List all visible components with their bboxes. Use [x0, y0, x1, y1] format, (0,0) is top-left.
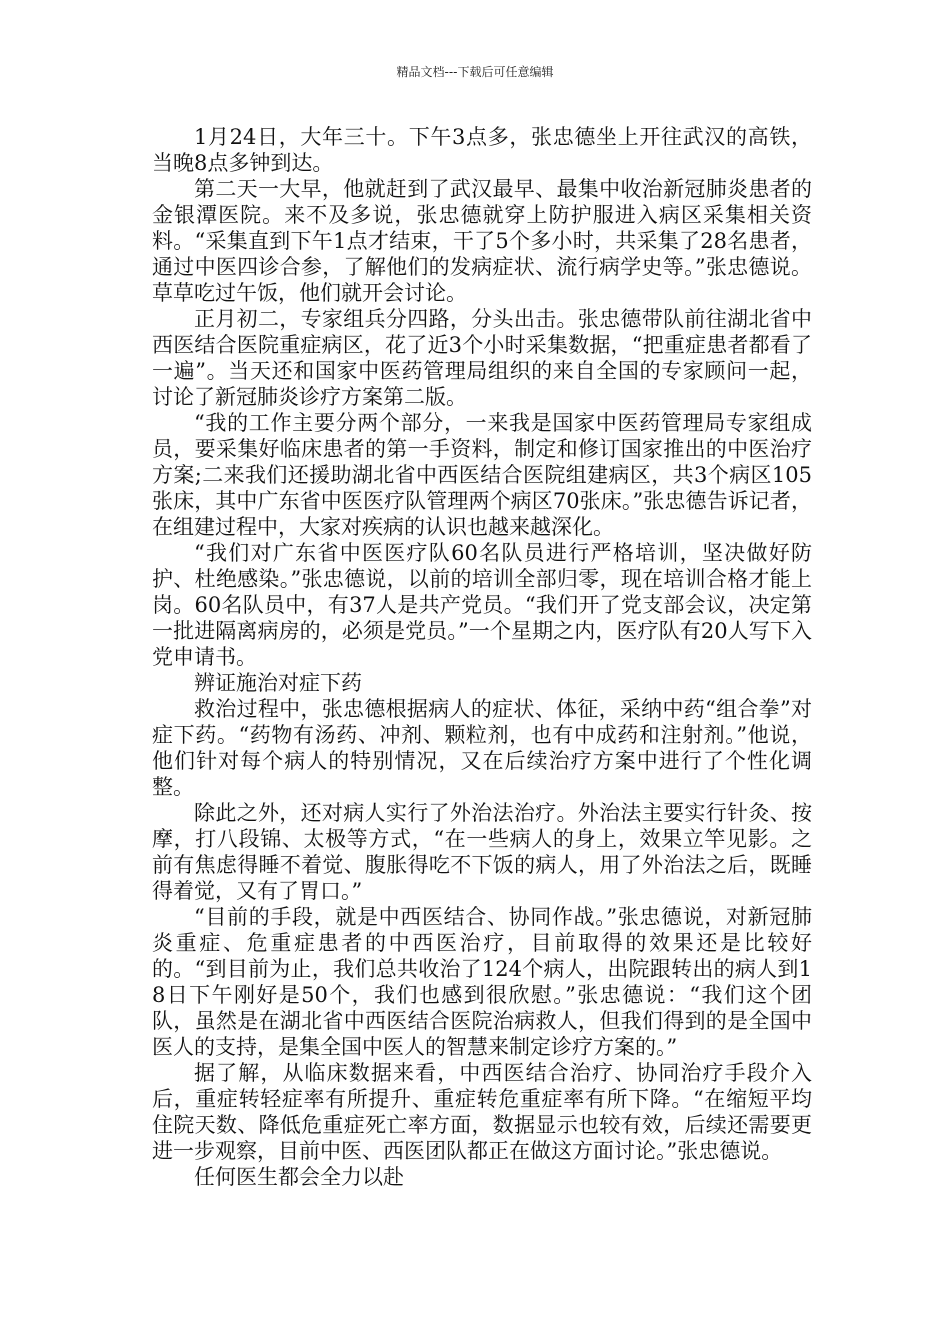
- paragraph: 救治过程中，张忠德根据病人的症状、体征，采纳中药“组合拳”对症下药。“药物有汤药、冲剂、颗粒剂，也有中成药和注射剂。”他说，他们针对每个病人的特别情况，又在后续治疗方案中进行了个性化调整。: [152, 697, 812, 799]
- paragraph: “我们对广东省中医医疗队60名队员进行严格培训，坚决做好防护、杜绝感染。”张忠德说，以前的培训全部归零，现在培训合格才能上岗。60名队员中，有37人是共产党员。“我们开了党支部会议，决定第一批进隔离病房的，必须是党员。”一个星期之内，医疗队有20人写下入党申请书。: [152, 541, 812, 669]
- paragraph: 除此之外，还对病人实行了外治法治疗。外治法主要实行针灸、按摩，打八段锦、太极等方式，“在一些病人的身上，效果立竿见影。之前有焦虑得睡不着觉、腹胀得吃不下饭的病人，用了外治法之后，既睡得着觉，又有了胃口。”: [152, 801, 812, 903]
- paragraph: “我的工作主要分两个部分，一来我是国家中医药管理局专家组成员，要采集好临床患者的第一手资料，制定和修订国家推出的中医治疗方案;二来我们还援助湖北省中西医结合医院组建病区，共3个病区105张床，其中广东省中医医疗队管理两个病区70张床。”张忠德告诉记者，在组建过程中，大家对疾病的认识也越来越深化。: [152, 411, 812, 539]
- page-header: 精品文档---下载后可任意编辑: [396, 65, 554, 79]
- paragraph: 1月24日，大年三十。下午3点多，张忠德坐上开往武汉的高铁，当晚8点多钟到达。: [152, 125, 812, 175]
- section-subheading: 辨证施治对症下药: [194, 671, 362, 695]
- paragraph: 正月初二，专家组兵分四路，分头出击。张忠德带队前往湖北省中西医结合医院重症病区，花了近3个小时采集数据，“把重症患者都看了一遍”。当天还和国家中医药管理局组织的来自全国的专家顾问一起，讨论了新冠肺炎诊疗方案第二版。: [152, 307, 812, 409]
- paragraph: 据了解，从临床数据来看，中西医结合治疗、协同治疗手段介入后，重症转轻症率有所提升、重症转危重症率有所下降。“在缩短平均住院天数、降低危重症死亡率方面，数据显示也较有效，后续还需要更进一步观察，目前中医、西医团队都正在做这方面讨论。”张忠德说。: [152, 1061, 812, 1163]
- paragraph: “目前的手段，就是中西医结合、协同作战。”张忠德说，对新冠肺炎重症、危重症患者的中西医治疗，目前取得的效果还是比较好的。“到目前为止，我们总共收治了124个病人，出院跟转出的病人到18日下午刚好是50个，我们也感到很欣慰。”张忠德说：“我们这个团队，虽然是在湖北省中西医结合医院治病救人，但我们得到的是全国中医人的支持，是集全国中医人的智慧来制定诊疗方案的。”: [152, 905, 812, 1059]
- document-body: [152, 124, 812, 1190]
- paragraph: 第二天一大早，他就赶到了武汉最早、最集中收治新冠肺炎患者的金银潭医院。来不及多说，张忠德就穿上防护服进入病区采集相关资料。“采集直到下午1点才结束，干了5个多小时，共采集了28名患者，通过中医四诊合参，了解他们的发病症状、流行病学史等。”张忠德说。草草吃过午饭，他们就开会讨论。: [152, 177, 812, 305]
- section-subheading: 任何医生都会全力以赴: [194, 1165, 404, 1189]
